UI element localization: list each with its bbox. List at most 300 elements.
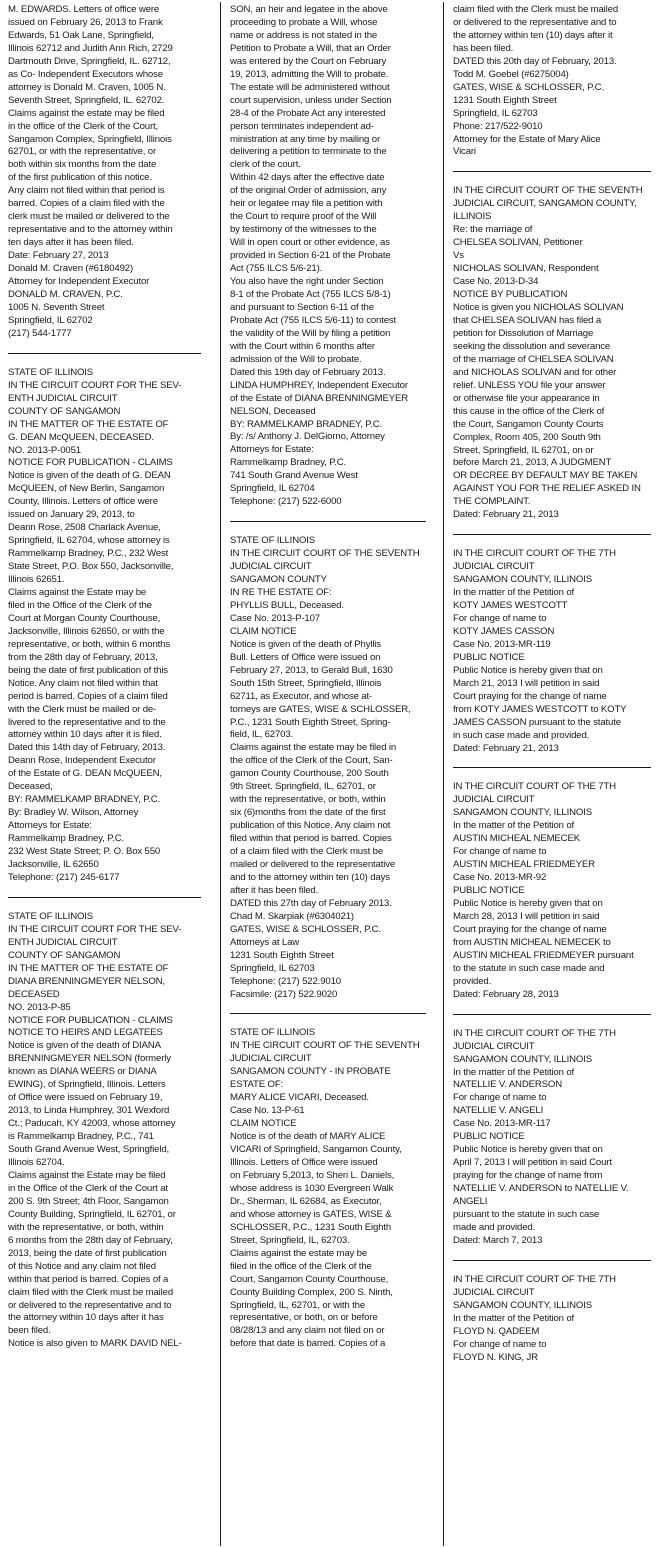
- notice-line: SON, an heir and legatee in the above: [230, 4, 388, 15]
- notice-line: made and provided.: [453, 1221, 536, 1233]
- legal-notice: [230, 4, 426, 509]
- notice-line: 1231 South Eighth Street: [230, 949, 334, 961]
- notice-line: person terminates independent ad-: [230, 120, 374, 132]
- notice-line: ENTH JUDICIAL CIRCUIT: [8, 392, 118, 404]
- notice-line: admission of the Will to probate.: [230, 353, 362, 365]
- notice-line: Claims against the Estate may be filed: [8, 1169, 166, 1181]
- notice-line: torneys are GATES, WISE & SCHLOSSER,: [230, 703, 411, 715]
- notice-line: this cause in the office of the Clerk of: [453, 405, 605, 417]
- notice-line: mailed or delivered to the representative: [230, 859, 396, 870]
- notice-line: Will in open court or other evidence, as: [230, 237, 390, 249]
- notice-line: Dated this 14th day of February, 2013.: [8, 742, 166, 754]
- notice-line: Illinois 62712 and Judith Ann Rich, 2729: [8, 42, 173, 54]
- notice-line: PUBLIC NOTICE: [453, 1131, 525, 1143]
- notice-line: or delivered to the representative and to: [453, 16, 617, 28]
- legal-notice: [453, 1274, 651, 1365]
- legal-notice: [453, 781, 651, 1001]
- notice-line: Case No. 2013-MR-119: [453, 638, 551, 650]
- notice-line: Probate Act (755 ILCS 5/6-11) to contest: [230, 314, 397, 326]
- notice-line: IN THE CIRCUIT COURT FOR THE SEV-: [8, 379, 182, 391]
- notice-line: April 7, 2013 I will petition in said Court: [453, 1157, 612, 1169]
- notice-line: publication of this Notice. Any claim not: [230, 820, 391, 832]
- notice-line: For change of name to: [453, 846, 547, 858]
- notice-line: on February 5,2013, to Sheri L. Daniels,: [230, 1169, 395, 1181]
- notice-line: Case No. 2013-MR-117: [453, 1118, 551, 1130]
- notice-line: SANGAMON COUNTY: [230, 574, 327, 586]
- notice-line: 2013, to Linda Humphrey, 301 Wexford: [8, 1105, 170, 1117]
- notice-line: JUDICIAL CIRCUIT: [230, 561, 312, 573]
- notice-line: In the matter of the Petition of: [453, 587, 575, 599]
- notice-line: McQUEEN, of New Berlin, Sangamon: [8, 483, 165, 495]
- notice-column-3: [453, 4, 651, 1544]
- notice-line: State Street, P.O. Box 550, Jacksonville,: [8, 561, 174, 573]
- notice-line: of the Estate of G. DEAN McQUEEN,: [8, 768, 162, 780]
- notice-line: NOTICE TO HEIRS AND LEGATEES: [8, 1027, 163, 1039]
- notice-line: ten days after it has been filed.: [8, 237, 134, 249]
- notice-line: 62711, as Executor, and whose at-: [230, 690, 373, 702]
- notice-line: DIANA BRENNINGMEYER NELSON,: [8, 975, 165, 987]
- notice-line: County Building Complex, 200 S. Ninth,: [230, 1286, 393, 1298]
- notice-line: 200 S. 9th Street; 4th Floor, Sangamon: [8, 1195, 169, 1207]
- notice-line: as Co- Independent Executors whose: [8, 68, 163, 80]
- notice-line: AUSTIN MICHEAL FRIEDMEYER: [453, 859, 595, 871]
- notice-line: NATELLIE V. ANDERSON: [453, 1079, 562, 1091]
- notice-line: Date: February 27, 2013: [8, 250, 109, 262]
- notice-line: Jacksonville, Illinois 62650, or with the: [8, 625, 165, 637]
- notice-line: 232 West State Street; P. O. Box 550: [8, 846, 161, 858]
- notice-line: or otherwise file your appearance in: [453, 392, 600, 404]
- notice-line: being the date of first publication of this: [8, 664, 168, 676]
- notice-line: JUDICIAL CIRCUIT: [230, 1053, 312, 1065]
- notice-separator: [8, 897, 201, 898]
- notice-line: Facsimile: (217) 522.9020: [230, 988, 338, 1000]
- notice-line: from AUSTIN MICHEAL NEMECEK to: [453, 936, 611, 948]
- legal-notice: [8, 367, 201, 885]
- notice-line: IN THE CIRCUIT COURT OF THE SEVENTH: [230, 1040, 420, 1052]
- notice-line: attorney is Donald M. Craven, 1005 N.: [8, 81, 166, 93]
- notice-line: Public Notice is hereby given that on: [453, 664, 603, 676]
- notice-line: In the matter of the Petition of: [453, 1312, 575, 1324]
- notice-line: IN THE MATTER OF THE ESTATE OF: [8, 418, 169, 430]
- notice-line: PHYLLIS BULL, Deceased.: [230, 599, 344, 611]
- notice-line: Court praying for the change of name: [453, 690, 607, 702]
- notice-line: IN THE CIRCUIT COURT OF THE 7TH: [453, 1273, 616, 1285]
- notice-line: Illinois 62651.: [8, 574, 65, 586]
- notice-line: PUBLIC NOTICE: [453, 651, 525, 663]
- notice-separator: [8, 353, 201, 354]
- notice-line: Attorney for the Estate of Mary Alice: [453, 133, 601, 145]
- notice-line: the attorney within ten (10) days after it: [453, 29, 613, 41]
- notice-line: Notice is given of the death of Phyllis: [230, 638, 381, 650]
- notice-line: Springfield, IL 62704, whose attorney is: [8, 535, 170, 547]
- notice-line: clerk must be mailed or delivered to the: [8, 211, 170, 223]
- notice-line: Street, Springfield, IL 62701, on or: [453, 444, 594, 456]
- notice-line: in the office of the Clerk of the Court,: [8, 120, 159, 132]
- notice-line: filed in the office of the Clerk of the: [230, 1260, 372, 1272]
- notice-line: M. EDWARDS. Letters of office were: [8, 4, 160, 15]
- notice-line: PUBLIC NOTICE: [453, 885, 525, 897]
- notice-line: Dated: February 28, 2013: [453, 988, 559, 1000]
- notice-line: Deceased,: [8, 781, 53, 793]
- notice-line: representative, or both, within 6 months: [8, 638, 170, 650]
- notice-line: Springfield, IL 62703: [453, 107, 538, 119]
- legal-notice: [8, 911, 201, 1351]
- notice-line: Sangamon Complex, Springfield, Illinois: [8, 133, 172, 145]
- notice-line: Jacksonville, IL 62650: [8, 859, 99, 870]
- notice-line: known as DIANA WEERS or DIANA: [8, 1066, 157, 1078]
- notice-line: heir or legatee may file a petition with: [230, 198, 383, 210]
- notice-line: Case No. 2013-MR-92: [453, 872, 547, 884]
- notice-line: 6 months from the 28th day of February,: [8, 1234, 173, 1246]
- legal-notice: [8, 4, 201, 341]
- notice-line: the Court to require proof of the Will: [230, 211, 377, 223]
- notice-line: STATE OF ILLINOIS: [230, 535, 316, 547]
- notice-line: claim filed with the Clerk must be mailed: [453, 4, 619, 15]
- notice-line: Dartmouth Drive, Springfield, IL. 62712,: [8, 55, 171, 67]
- notice-line: DATED this 27th day of February 2013.: [230, 897, 392, 909]
- notice-line: with the representative, or both, within: [230, 794, 386, 806]
- notice-line: the validity of the Will by filing a petition: [230, 327, 391, 339]
- notice-line: Deann Rose, 2508 Charlack Avenue,: [8, 522, 161, 534]
- notice-line: IN RE THE ESTATE OF:: [230, 586, 332, 598]
- legal-notice: [230, 535, 426, 1001]
- notice-line: the attorney within 10 days after it has: [8, 1312, 164, 1324]
- notice-line: field, IL, 62703.: [230, 729, 294, 741]
- notice-line: NO. 2013-P-0051: [8, 444, 81, 456]
- notice-line: petition for Dissolution of Marriage: [453, 327, 594, 339]
- notice-line: ENTH JUDICIAL CIRCUIT: [8, 936, 118, 948]
- notice-line: representative and to the attorney within: [8, 224, 173, 236]
- notice-line: delivering a petition to terminate to the: [230, 146, 387, 158]
- notice-line: KOTY JAMES WESTCOTT: [453, 600, 568, 612]
- notice-line: to the statute in such case made and: [453, 962, 605, 974]
- notice-line: NICHOLAS SOLIVAN, Respondent: [453, 263, 599, 275]
- notice-line: Donald M. Craven (#6180492): [8, 263, 134, 275]
- notice-line: Springfield, IL 62704: [230, 483, 315, 495]
- notice-line: DATED this 20th day of February, 2013.: [453, 55, 617, 67]
- notice-line: livered to the representative and to the: [8, 716, 166, 728]
- notice-line: of the original Order of admission, any: [230, 185, 387, 197]
- notice-line: BY: RAMMELKAMP BRADNEY, P.C.: [230, 418, 383, 430]
- notice-line: South Grand Avenue West, Springfield,: [8, 1144, 170, 1156]
- notice-line: ANGELI: [453, 1196, 488, 1208]
- notice-line: and to the attorney within ten (10) days: [230, 871, 390, 883]
- notice-line: By: /s/ Anthony J. DelGiorno, Attorney: [230, 431, 385, 443]
- notice-line: LINDA HUMPHREY, Independent Executor: [230, 379, 408, 391]
- notice-line: Springfield, IL 62703: [230, 962, 315, 974]
- notice-line: praying for the change of name from: [453, 1170, 603, 1182]
- notice-line: 9th Street. Springfield, IL, 62701, or: [230, 781, 376, 793]
- legal-notice: [230, 1027, 426, 1351]
- notice-line: FLOYD N. QADEEM: [453, 1325, 540, 1337]
- notice-line: P.C., 1231 South Eighth Street, Spring-: [230, 716, 391, 728]
- notice-line: and NICHOLAS SOLIVAN and for other: [453, 366, 617, 378]
- notice-line: been filed.: [8, 1325, 51, 1337]
- notice-line: provided.: [453, 975, 492, 987]
- notice-line: GATES, WISE & SCHLOSSER, P.C.: [230, 923, 381, 935]
- notice-line: COUNTY OF SANGAMON: [8, 405, 121, 417]
- notice-line: CLAIM NOTICE: [230, 1118, 297, 1130]
- notice-line: JUDICIAL CIRCUIT: [453, 1040, 535, 1052]
- notice-line: Within 42 days after the effective date: [230, 172, 385, 184]
- notice-line: Telephone: (217) 522.9010: [230, 975, 341, 987]
- notice-line: County Building, Springfield, IL 62701, or: [8, 1208, 176, 1220]
- notice-line: IN THE MATTER OF THE ESTATE OF: [8, 962, 169, 974]
- notice-line: 2013, being the date of first publication: [8, 1247, 167, 1259]
- notice-line: County, Illinois. Letters of office were: [8, 496, 158, 508]
- notice-line: 08/28/13 and any claim not filed on or: [230, 1325, 385, 1337]
- notice-line: before that date is barred. Copies of a: [230, 1338, 386, 1350]
- notice-line: JUDICIAL CIRCUIT: [453, 1286, 535, 1298]
- notice-line: SANGAMON COUNTY, ILLINOIS: [453, 574, 592, 586]
- notice-line: ESTATE OF:: [230, 1079, 284, 1091]
- notice-line: AUSTIN MICHEAL FRIEDMEYER pursuant: [453, 949, 634, 961]
- notice-line: Petition to Probate a Will, that an Order: [230, 42, 391, 54]
- notice-line: Ct.; Paducah, KY 42003, whose attorney: [8, 1118, 176, 1130]
- notice-line: Telephone: (217) 245-6177: [8, 871, 120, 883]
- notice-line: STATE OF ILLINOIS: [230, 1027, 316, 1039]
- notice-line: in such case made and provided.: [453, 729, 590, 741]
- notice-line: Notice is given of the death of G. DEAN: [8, 470, 171, 482]
- notice-line: OR DECREE BY DEFAULT MAY BE TAKEN: [453, 470, 638, 482]
- notice-line: JAMES CASSON pursuant to the statute: [453, 716, 621, 728]
- notice-line: Court at Morgan County Courthouse,: [8, 612, 161, 624]
- notice-line: the office of the Clerk of the Court, San-: [230, 755, 393, 767]
- notice-line: CLAIM NOTICE: [230, 625, 297, 637]
- notice-column-1: [8, 4, 201, 1544]
- notice-line: IN THE CIRCUIT COURT FOR THE SEV-: [8, 923, 182, 935]
- notice-line: before March 21, 2013, A JUDGMENT: [453, 457, 612, 469]
- notice-line: with the representative, or both, within: [8, 1221, 164, 1233]
- notice-line: AGAINST YOU FOR THE RELIEF ASKED IN: [453, 483, 641, 495]
- legal-notice: [453, 1028, 651, 1248]
- notice-line: IN THE CIRCUIT COURT OF THE 7TH: [453, 548, 616, 560]
- notice-line: Rammelkamp Bradney, P.C.: [230, 457, 347, 469]
- notice-line: KOTY JAMES CASSON: [453, 625, 555, 637]
- notice-line: IN THE CIRCUIT COURT OF THE 7TH: [453, 781, 616, 793]
- notice-line: By: Bradley W. Wilson, Attorney: [8, 807, 139, 819]
- notice-line: Case No. 2013-P-107: [230, 612, 320, 624]
- notice-line: of Office were issued on February 19,: [8, 1092, 163, 1104]
- notice-line: Claims against the estate may be filed in: [230, 742, 397, 754]
- notice-line: and whose attorney is GATES, WISE &: [230, 1208, 392, 1220]
- notice-line: NOTICE FOR PUBLICATION - CLAIMS: [8, 1014, 173, 1026]
- notice-line: Any claim not filed within that period is: [8, 185, 165, 197]
- notice-line: Dated: February 21, 2013: [453, 742, 559, 754]
- notice-line: Springfield, IL 62702: [8, 314, 93, 326]
- notice-line: SANGAMON COUNTY, ILLINOIS: [453, 1299, 592, 1311]
- notice-separator: [230, 521, 426, 522]
- notice-line: from the 28th day of February, 2013,: [8, 651, 158, 663]
- notice-line: Attorneys at Law: [230, 936, 300, 948]
- notice-line: South 15th Street, Springfield, Illinois: [230, 677, 382, 689]
- notice-line: issued on January 29, 2013, to: [8, 509, 135, 521]
- notice-line: representative, or both, on or before: [230, 1312, 378, 1324]
- legal-notice: [453, 548, 651, 755]
- notice-line: relief. UNLESS YOU file your answer: [453, 379, 606, 391]
- notice-line: Court, Sangamon County Courthouse,: [230, 1273, 389, 1285]
- notice-separator: [453, 1260, 651, 1261]
- notice-line: has been filed.: [453, 42, 514, 54]
- notice-line: both within six months from the date: [8, 159, 157, 171]
- notice-line: DONALD M. CRAVEN, P.C.: [8, 288, 123, 300]
- notice-line: AUSTIN MICHEAL NEMECEK: [453, 833, 580, 845]
- notice-line: JUDICIAL CIRCUIT, SANGAMON COUNTY,: [453, 198, 637, 210]
- notice-line: Case No. 13-P-61: [230, 1105, 305, 1117]
- notice-line: whose address is 1030 Evergreen Walk: [230, 1182, 394, 1194]
- notice-line: clerk of the court.: [230, 159, 301, 171]
- notice-line: or delivered to the representative and to: [8, 1299, 172, 1311]
- notice-line: COUNTY OF SANGAMON: [8, 949, 121, 961]
- notice-line: period is barred. Copies of a claim filed: [8, 690, 168, 702]
- notice-line: and pursuant to Section 6-11 of the: [230, 301, 374, 313]
- notice-line: 62701, or with the representative, or: [8, 146, 157, 158]
- notice-line: of this Notice and any claim not filed: [8, 1260, 156, 1272]
- notice-line: SANGAMON COUNTY - IN PROBATE: [230, 1066, 391, 1078]
- notice-line: Dr., Sherman, IL 62684, as Executor,: [230, 1195, 382, 1207]
- notice-line: STATE OF ILLINOIS: [8, 910, 94, 922]
- notice-line: with the Clerk must be mailed or de-: [8, 703, 157, 715]
- notice-line: in the Office of the Clerk of the Court at: [8, 1182, 168, 1194]
- notice-line: proceeding to probate a Will, whose: [230, 16, 378, 28]
- notice-line: DECEASED: [8, 988, 60, 1000]
- notice-line: Dated this 19th day of February 2013.: [230, 366, 386, 378]
- notice-line: Phone: 217/522-9010: [453, 120, 543, 132]
- notice-line: after it has been filed.: [230, 884, 319, 896]
- notice-line: Illinois 62704.: [8, 1157, 65, 1169]
- notice-line: For change of name to: [453, 612, 547, 624]
- column-divider: [220, 2, 221, 1546]
- notice-line: JUDICIAL CIRCUIT: [453, 794, 535, 806]
- column-divider: [443, 2, 444, 1546]
- notice-line: SANGAMON COUNTY, ILLINOIS: [453, 1053, 592, 1065]
- notice-line: Re: the marriage of: [453, 224, 533, 236]
- notice-line: You also have the right under Section: [230, 276, 384, 288]
- notice-line: VICARI of Springfield, Sangamon County,: [230, 1144, 402, 1156]
- notice-line: Attorney for Independent Executor: [8, 276, 150, 288]
- notice-line: IN THE CIRCUIT COURT OF THE SEVENTH: [453, 185, 643, 197]
- notice-line: Illinois. Letters of Office were issued: [230, 1157, 378, 1169]
- notice-separator: [453, 534, 651, 535]
- notice-line: For change of name to: [453, 1092, 547, 1104]
- notice-line: six (6)months from the date of the first: [230, 807, 386, 819]
- notice-line: BRENNINGMEYER NELSON (formerly: [8, 1053, 171, 1065]
- notice-line: Notice. Any claim not filed within that: [8, 677, 158, 689]
- notice-line: filed within that period is barred. Copies: [230, 833, 392, 845]
- notice-line: NATELLIE V. ANDERSON to NATELLIE V.: [453, 1183, 629, 1195]
- legal-notice: [453, 4, 651, 159]
- notice-line: The estate will be administered without: [230, 81, 390, 93]
- notice-line: provided in Section 6-21 of the Probate: [230, 250, 391, 262]
- notice-line: THE COMPLAINT.: [453, 496, 531, 508]
- notice-line: 741 South Grand Avenue West: [230, 470, 358, 482]
- notice-line: Notice is given you NICHOLAS SOLIVAN: [453, 302, 624, 314]
- notice-line: claim filed with the Clerk must be mailed: [8, 1286, 174, 1298]
- notice-line: of a claim filed with the Clerk must be: [230, 846, 384, 858]
- notice-line: attorney within 10 days after it is filed.: [8, 729, 162, 741]
- notice-line: issued on February 26, 2013 to Frank: [8, 16, 163, 28]
- notice-line: Springfield, IL, 62701, or with the: [230, 1299, 366, 1311]
- notice-line: Notice is of the death of MARY ALICE: [230, 1131, 386, 1143]
- notice-line: SANGAMON COUNTY, ILLINOIS: [453, 807, 592, 819]
- notice-line: NATELLIE V. ANGELI: [453, 1105, 544, 1117]
- notice-line: Seventh Street, Springfield, IL. 62702.: [8, 94, 165, 106]
- notice-line: JUDICIAL CIRCUIT: [453, 561, 535, 573]
- notice-line: Attorneys for Estate:: [8, 820, 92, 832]
- notice-line: filed in the Office of the Clerk of the: [8, 599, 152, 611]
- notice-line: 8-1 of the Probate Act (755 ILCS 5/8-1): [230, 288, 391, 300]
- notice-line: Claims against the Estate may be: [8, 586, 147, 598]
- notice-separator: [453, 171, 651, 172]
- notice-line: from KOTY JAMES WESTCOTT to KOTY: [453, 703, 627, 715]
- notice-line: IN THE CIRCUIT COURT OF THE 7TH: [453, 1027, 616, 1039]
- notice-line: Rammelkamp Bradney, P.C.: [8, 833, 125, 845]
- notice-line: of the marriage of CHELSEA SOLIVAN: [453, 353, 614, 365]
- notice-line: Todd M. Goebel (#6275004): [453, 68, 569, 80]
- notice-line: Street, Springfield, IL, 62703.: [230, 1234, 350, 1246]
- notice-line: February 27, 2013, to Gerald Bull, 1630: [230, 664, 393, 676]
- notice-line: In the matter of the Petition of: [453, 820, 575, 832]
- notice-separator: [453, 1014, 651, 1015]
- notice-line: ILLINOIS: [453, 211, 492, 223]
- notice-line: Dated: February 21, 2013: [453, 509, 559, 521]
- notice-line: NO. 2013-P-85: [8, 1001, 71, 1013]
- notice-line: CHELSEA SOLIVAN, Petitioner: [453, 237, 583, 249]
- notice-line: with the Court within 6 months after: [230, 340, 375, 352]
- notice-line: STATE OF ILLINOIS: [8, 366, 94, 378]
- notice-line: pursuant to the statute in such case: [453, 1209, 600, 1221]
- notice-line: Chad M. Skarpiak (#6304021): [230, 910, 354, 922]
- notice-line: G. DEAN McQUEEN, DECEASED.: [8, 431, 154, 443]
- notice-line: Public Notice is hereby given that on: [453, 898, 603, 910]
- notice-line: is Rammelkamp Bradney, P.C., 741: [8, 1131, 154, 1143]
- notice-line: Bull. Letters of Office were issued on: [230, 651, 381, 663]
- notice-line: (217) 544-1777: [8, 327, 72, 339]
- notice-line: NOTICE FOR PUBLICATION - CLAIMS: [8, 457, 173, 469]
- notice-line: Claims against the estate may be: [230, 1247, 368, 1259]
- notice-line: within that period is barred. Copies of a: [8, 1273, 169, 1285]
- notice-line: Deann Rose, Independent Executor: [8, 755, 156, 767]
- notice-line: by testimony of the witnesses to the: [230, 224, 377, 236]
- notice-line: BY: RAMMELKAMP BRADNEY, P.C.: [8, 794, 161, 806]
- notice-line: Attorneys for Estate:: [230, 444, 314, 456]
- notice-line: NOTICE BY PUBLICATION: [453, 289, 568, 301]
- notice-column-2: [230, 4, 426, 1544]
- notice-line: 1005 N. Seventh Street: [8, 301, 105, 313]
- notice-line: was entered by the Court on February: [230, 55, 387, 67]
- notice-line: 19, 2013, admitting the Will to probate.: [230, 68, 389, 80]
- notice-line: Complex, Room 405, 200 South 9th: [453, 431, 601, 443]
- legal-notice: [453, 185, 651, 522]
- notice-line: name or address is not stated in the: [230, 29, 378, 41]
- notice-line: Rammelkamp Bradney, P.C., 232 West: [8, 548, 169, 560]
- notice-line: Public Notice is hereby given that on: [453, 1144, 603, 1156]
- notice-line: Claims against the estate may be filed: [8, 107, 165, 119]
- notice-separator: [453, 767, 651, 768]
- notice-line: FLOYD N. KING, JR: [453, 1351, 538, 1363]
- notice-line: March 28, 2013 I will petition in said: [453, 911, 600, 922]
- notice-line: NELSON, Deceased: [230, 405, 316, 417]
- notice-line: ministration at any time by mailing or: [230, 133, 380, 145]
- notice-line: Notice is also given to MARK DAVID NEL-: [8, 1338, 182, 1350]
- notice-line: Case No. 2013-D-34: [453, 276, 539, 288]
- notice-line: of the Estate of DIANA BRENNINGMEYER: [230, 392, 409, 404]
- notice-line: gamon County Courthouse, 200 South: [230, 768, 389, 780]
- notice-line: Telephone: (217) 522-6000: [230, 496, 342, 508]
- notice-line: the Court, Sangamon County Courts: [453, 418, 604, 430]
- notice-separator: [230, 1013, 426, 1014]
- notice-line: Notice is given of the death of DIANA: [8, 1040, 161, 1052]
